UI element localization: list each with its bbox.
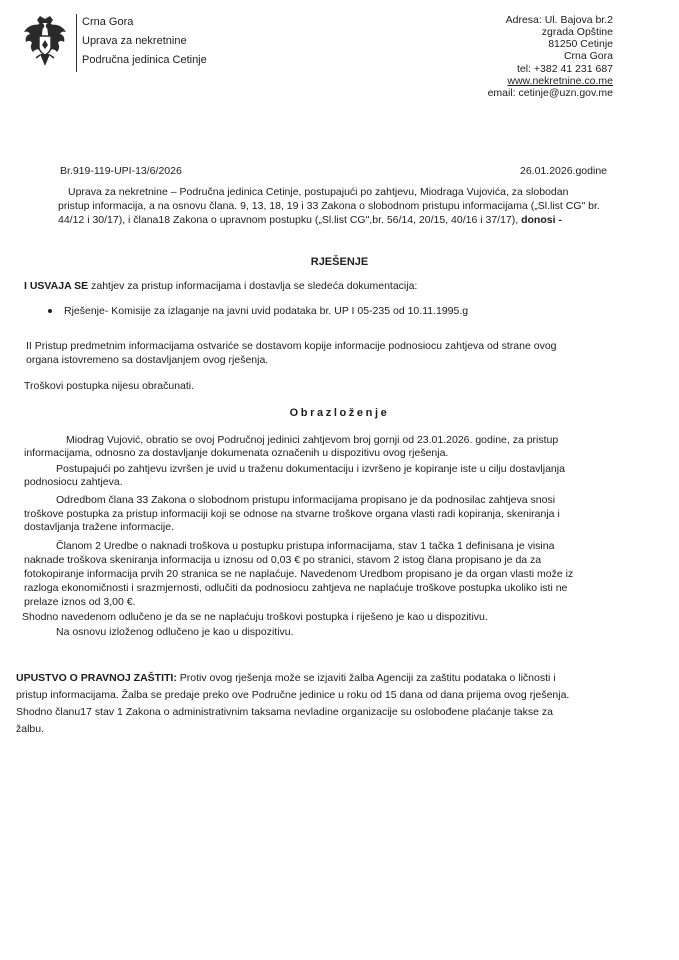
bullet-icon [48,309,52,313]
reasoning-p3-line-3: dostavljanja tražene informacije. [24,521,174,533]
reasoning-p5: Shodno navedenom odlučeno je da se ne naplaćuju troškovi postupka i riješeno je kao u dispozitivu. [22,611,488,623]
reasoning-p2-line-1: Postupajući po zahtjevu izvršen je uvid u traženu dokumentaciju i izvršeno je kopiranje iste u cilju dostavljanja [56,463,565,475]
intro-line-2: pristup informacija, a na osnovu člana. 9, 13, 18, 19 i 33 Zakona o slobodnom pristupu informacijama („Sl.list CG" br. [58,200,600,212]
website-link[interactable] [507,76,613,88]
email-text: email: cetinje@uzn.gov.me [487,87,613,99]
address-street: Adresa: Ul. Bajova br.2 [505,14,613,26]
address-country: Crna Gora [563,50,613,62]
website-text: www.nekretnine.co.me [507,75,613,87]
address-phone: tel: +382 41 231 687 [516,63,613,75]
reasoning-p4-line-1: Članom 2 Uredbe o naknadi troškova u postupku pristupa informacijama, stav 1 tačka 1 definisana je visina [56,540,555,552]
intro-line-3 [58,214,613,227]
decision-part2-line-2: organa istovremeno sa dostavljanjem ovog rješenja. [26,354,269,366]
decision-title: RJEŠENJE [310,256,369,268]
org-line-unit: Područna jedinica Cetinje [82,54,207,66]
reasoning-title: Obrazloženje [289,407,390,419]
legal-remedy-line-1-text: Protiv ovog rješenja može se izjaviti žalba Agenciji za zaštitu podataka o ličnosti i [176,672,556,684]
decision-costs: Troškovi postupka nijesu obračunati. [24,380,195,392]
header-divider [76,14,77,72]
legal-remedy-line-3: Shodno članu17 stav 1 Zakona o administrativnim taksama nevladine organizacije su oslobođene plaćanje takse za [16,706,553,718]
legal-remedy-line-4: žalbu. [16,723,45,735]
decision-part2-line-1: II Pristup predmetnim informacijama ostvariće se dostavom kopije informacije podnosiocu zahtjeva od strane ovog [26,340,557,352]
reasoning-p1-line-1: Miodrag Vujović, obratio se ovoj Područnoj jedinici zahtjevom broj gornji od 23.01.2026. godine, za pristup [66,434,559,446]
address-postal: 81250 Cetinje [548,38,613,50]
decision-part1 [24,280,417,293]
reasoning-p6: Na osnovu izloženog odlučeno je kao u dispozitivu. [56,626,294,638]
decision-bullet-item: Rješenje- Komisije za izlaganje na javni uvid podataka br. UP I 05-235 od 10.11.1995.g [64,305,469,317]
decision-part1-text: zahtjev za pristup informacijama i dostavlja se sledeća dokumentacija: [88,280,418,292]
legal-remedy-title: UPUSTVO O PRAVNOJ ZAŠTITI: [16,672,177,684]
reasoning-p1-line-2: informacijama, odnosno za dostavljanje dokumenata označenih u dispozitivu ovog rješenja. [24,447,449,459]
document-date: 26.01.2026.godine [520,165,607,177]
org-line-agency: Uprava za nekretnine [82,35,187,47]
reasoning-p3-line-2: troškove postupka za pristup informaciji koji se odnose na stvarne troškove organa vlasti radi kopiranja, skeniranja i [24,508,560,520]
intro-closing: donosi - [521,214,562,226]
address-building: zgrada Opštine [541,26,613,38]
reasoning-p3-line-1: Odredbom člana 33 Zakona o slobodnom pristupu informacijama propisano je da podnosilac zahtjeva snosi [56,494,556,506]
reference-number: Br.919-119-UPI-13/6/2026 [60,165,182,177]
decision-part1-bold: I USVAJA SE [24,280,89,292]
reasoning-p4-line-2: naknade troškova skeniranja informacija u iznosu od 0,03 € po stranici, stavom 2 istog člana propisano je da za [24,554,542,566]
legal-remedy-line-1 [16,672,623,685]
intro-line-1: Uprava za nekretnine – Područna jedinica Cetinje, postupajući po zahtjevu, Miodraga Vujovića, za slobodan [68,186,569,198]
legal-remedy-line-2: pristup informacijama. Žalba se predaje preko ove Područne jedinice u roku od 15 dana od dana prijema ovog rješenja. [16,689,570,701]
reasoning-p4-line-4: razloga ekonomičnosti i srazmjernosti, odlučiti da podnosiocu zahtjeva ne naplaćuje troškove postupka ukoliko isti ne [24,582,568,594]
reasoning-p2-line-2: podnosiocu zahtjeva. [24,476,123,488]
intro-line-3-text: 44/12 i 30/17), i člana18 Zakona o upravnom postupku („Sl.list CG",br. 56/14, 20/15, 40/16 i 37/17), [58,214,519,226]
org-line-country: Crna Gora [82,16,134,28]
montenegro-coat-of-arms-icon [22,14,68,70]
reasoning-p4-line-3: fotokopiranje informacija prvih 20 stranica se ne naplaćuje. Navedenom Uredbom propisano je da organ vlasti može iz [24,568,574,580]
reasoning-p4-line-5: prelaze iznos od 3,00 €. [24,596,136,608]
